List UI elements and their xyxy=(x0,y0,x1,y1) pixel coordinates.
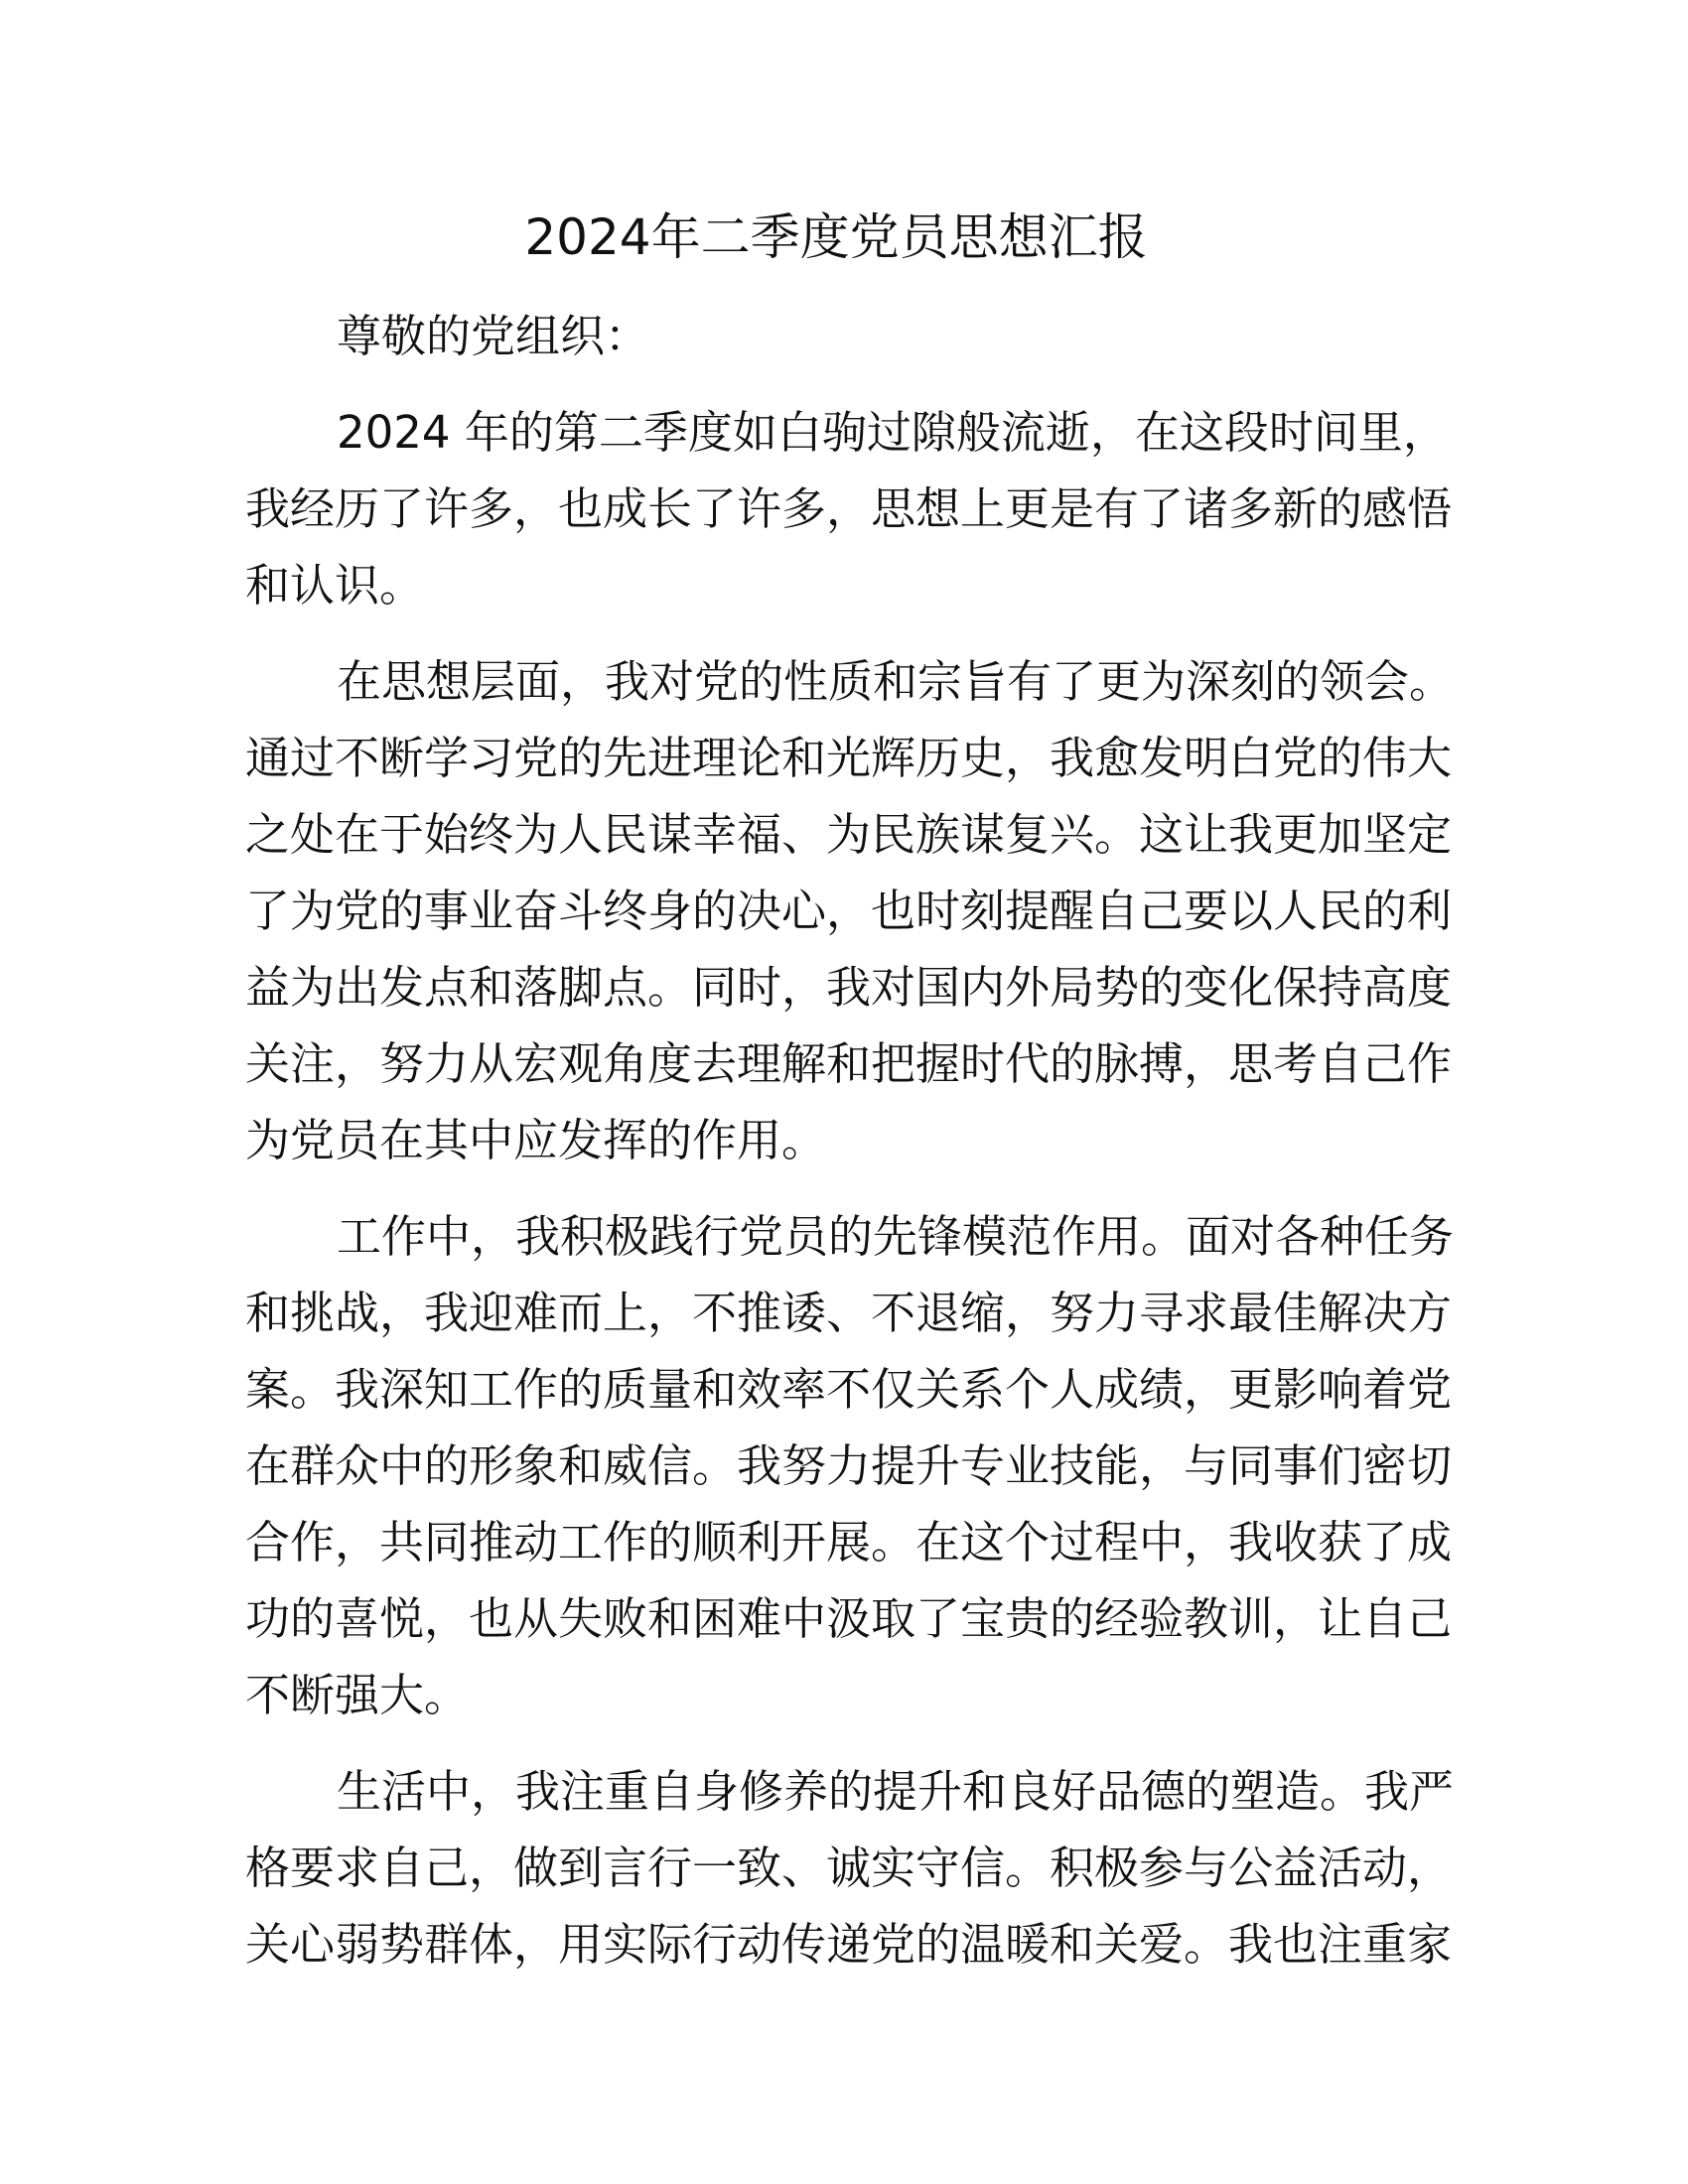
paragraph-line: 通过不断学习党的先进理论和光辉历史，我愈发明白党的伟大 xyxy=(245,732,1453,784)
paragraph xyxy=(245,1198,1455,1733)
document-body xyxy=(245,394,1455,1982)
paragraph xyxy=(245,394,1453,623)
paragraph-line: 在群众中的形象和威信。我努力提升专业技能，与同事们密切 xyxy=(245,1439,1453,1492)
document-page xyxy=(245,200,1455,2002)
salutation: 尊敬的党组织： xyxy=(337,310,650,362)
document-title: 2024年二季度党员思想汇报 xyxy=(524,208,1148,266)
paragraph-line: 之处在于始终为人民谋幸福、为民族谋复兴。这让我更加坚定 xyxy=(245,808,1453,861)
paragraph-line: 工作中，我积极践行党员的先锋模范作用。面对各种任务 xyxy=(337,1210,1455,1263)
paragraph-line: 在思想层面，我对党的性质和宗旨有了更为深刻的领会。 xyxy=(337,655,1455,708)
paragraph-line: 功的喜悦，也从失败和困难中汲取了宝贵的经验教训，让自己 xyxy=(245,1592,1453,1645)
paragraph xyxy=(245,1753,1455,1982)
paragraph-line: 关心弱势群体，用实际行动传递党的温暖和关爱。我也注重家 xyxy=(245,1918,1453,1971)
paragraph-line: 益为出发点和落脚点。同时，我对国内外局势的变化保持高度 xyxy=(245,961,1453,1014)
paragraph-line: 2024 年的第二季度如白驹过隙般流逝，在这段时间里， xyxy=(337,406,1448,459)
paragraph-line: 不断强大。 xyxy=(245,1669,470,1721)
paragraph-line: 和挑战，我迎难而上，不推诿、不退缩，努力寻求最佳解决方 xyxy=(245,1287,1453,1339)
paragraph-line: 合作，共同推动工作的顺利开展。在这个过程中，我收获了成 xyxy=(245,1516,1453,1569)
paragraph-line: 我经历了许多，也成长了许多，思想上更是有了诸多新的感悟 xyxy=(245,482,1453,535)
paragraph-line: 了为党的事业奋斗终身的决心，也时刻提醒自己要以人民的利 xyxy=(245,885,1453,937)
paragraph-line: 为党员在其中应发挥的作用。 xyxy=(245,1114,827,1166)
paragraph-line: 和认识。 xyxy=(245,559,425,612)
paragraph-line: 关注，努力从宏观角度去理解和把握时代的脉搏，思考自己作 xyxy=(245,1037,1453,1090)
paragraph-line: 案。我深知工作的质量和效率不仅关系个人成绩，更影响着党 xyxy=(245,1363,1453,1416)
paragraph-line: 格要求自己，做到言行一致、诚实守信。积极参与公益活动， xyxy=(245,1842,1453,1894)
paragraph xyxy=(245,643,1455,1178)
paragraph-line: 生活中，我注重自身修养的提升和良好品德的塑造。我严 xyxy=(337,1765,1455,1818)
salutation-paragraph xyxy=(245,298,1427,374)
